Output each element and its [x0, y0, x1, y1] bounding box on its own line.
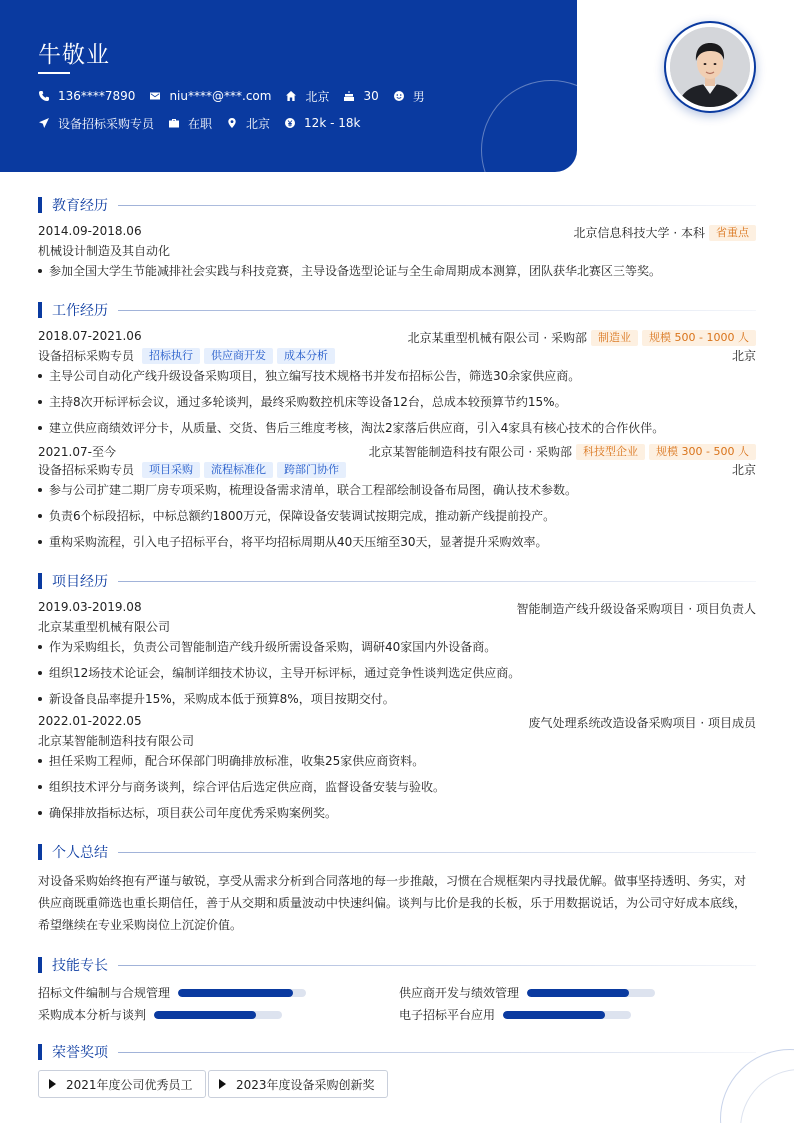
skill-tag: 招标执行	[142, 348, 200, 364]
section-rule	[118, 581, 756, 582]
bullet-text: 建立供应商绩效评分卡，从质量、交货、售后三维度考核，淘汰2家落后供应商，引入4家具有核心技术的合作伙伴。	[49, 421, 665, 435]
skill-item	[38, 1006, 282, 1023]
award-badge	[38, 1070, 206, 1098]
project-company: 北京某智能制造科技有限公司	[38, 734, 195, 748]
work-company: 北京某重型机械有限公司 · 采购部	[407, 331, 588, 345]
work-company-row	[369, 443, 756, 460]
skill-bar-fill	[503, 1011, 605, 1019]
skill-name: 招标文件编制与合规管理	[38, 986, 171, 1000]
project-title: 废气处理系统改造设备采购项目 · 项目成员	[528, 716, 756, 730]
skill-item	[399, 984, 655, 1001]
skill-item	[399, 1006, 631, 1023]
project-company: 北京某重型机械有限公司	[38, 620, 171, 634]
bullet-text: 重构采购流程，引入电子招标平台，将平均招标周期从40天压缩至30天，显著提升采购效率。	[49, 535, 548, 549]
section-education	[38, 196, 756, 214]
home-icon	[285, 90, 297, 102]
name-underline	[38, 72, 70, 74]
section-title-text: 工作经历	[52, 303, 108, 319]
bullet-dot	[38, 697, 42, 701]
section-rule	[118, 852, 756, 853]
gender-text: 男	[412, 89, 425, 104]
bullet-dot	[38, 785, 42, 789]
work-bullet	[38, 533, 548, 550]
contact-row	[38, 88, 439, 104]
education-school: 北京信息科技大学 · 本科	[573, 226, 705, 240]
section-title-text: 教育经历	[52, 198, 108, 214]
bullet-dot	[38, 426, 42, 430]
section-rule	[118, 205, 756, 206]
portrait-image	[670, 27, 750, 107]
section-title-text: 技能专长	[52, 958, 108, 974]
bullet-text: 参与公司扩建二期厂房专项采购，梳理设备需求清单，联合工程部绘制设备布局图，确认技术参数。	[49, 483, 578, 497]
bullet-dot	[38, 671, 42, 675]
project-bullet	[38, 804, 337, 821]
company-tag: 规模 500 - 1000 人	[642, 330, 756, 346]
award-badge	[208, 1070, 388, 1098]
face-icon	[393, 90, 405, 102]
school-tag: 省重点	[709, 225, 756, 241]
project-bullet	[38, 638, 496, 655]
email-text: niu****@***.com	[169, 89, 272, 103]
section-marker	[38, 302, 42, 318]
phone-icon	[38, 90, 50, 102]
section-marker	[38, 844, 42, 860]
section-title-text: 项目经历	[52, 574, 108, 590]
job-target-item	[38, 115, 154, 131]
candidate-name: 牛敬业	[38, 42, 110, 68]
skill-tag: 流程标准化	[204, 462, 273, 478]
project-bullet	[38, 664, 520, 681]
bullet-dot	[38, 645, 42, 649]
bullet-dot	[38, 514, 42, 518]
section-skills	[38, 956, 756, 974]
company-tag: 规模 300 - 500 人	[649, 444, 756, 460]
skill-name: 供应商开发与绩效管理	[399, 986, 520, 1000]
project-date: 2022.01-2022.05	[38, 714, 142, 728]
skill-item	[38, 984, 306, 1001]
bullet-dot	[38, 374, 42, 378]
education-bullet	[38, 262, 661, 279]
location-text: 北京	[305, 89, 330, 104]
bullet-text: 组织技术评分与商务谈判，综合评估后选定供应商，监督设备安装与验收。	[49, 780, 446, 794]
company-tag: 科技型企业	[576, 444, 645, 460]
bullet-text: 负责6个标段招标，中标总额约1800万元，保障设备安装调试按期完成，推动新产线提前投产。	[49, 509, 556, 523]
cake-icon	[343, 90, 355, 102]
work-date: 2018.07-2021.06	[38, 329, 142, 343]
bullet-dot	[38, 759, 42, 763]
education-school-row	[574, 224, 756, 241]
send-icon	[38, 117, 50, 129]
work-company-row	[408, 329, 756, 346]
bullet-dot	[38, 488, 42, 492]
skill-tag: 跨部门协作	[277, 462, 346, 478]
coin-icon	[284, 117, 296, 129]
bullet-text: 担任采购工程师，配合环保部门明确排放标准，收集25家供应商资料。	[49, 754, 425, 768]
skill-bar-fill	[178, 989, 293, 997]
bullet-text: 组织12场技术论证会，编制详细技术协议，主导开标评标，通过竞争性谈判选定供应商。	[49, 666, 521, 680]
status-text: 在职	[188, 116, 213, 131]
education-major: 机械设计制造及其自动化	[38, 244, 171, 258]
header-banner	[0, 0, 577, 172]
project-title: 智能制造产线升级设备采购项目 · 项目负责人	[516, 602, 756, 616]
project-date: 2019.03-2019.08	[38, 600, 142, 614]
mail-icon	[149, 90, 161, 102]
project-bullet	[38, 778, 445, 795]
skill-name: 采购成本分析与谈判	[38, 1008, 147, 1022]
work-position: 设备招标采购专员	[38, 463, 135, 477]
summary-text: 对设备采购始终抱有严谨与敏锐，享受从需求分析到合同落地的每一步推敲，习惯在合规框架内寻找最优解。做事坚持透明、务实，对供应商既重筛选也重长期信任，善于从交期和质量波动中快速纠偏。谈判与比价是我的长板，乐于用数据说话，为公司守好成本底线，希望继续在专业采购岗位上沉淀价值。	[38, 874, 747, 932]
skill-bar	[503, 1011, 631, 1019]
section-awards	[38, 1043, 756, 1061]
section-marker	[38, 1044, 42, 1060]
project-bullet	[38, 752, 424, 769]
section-work	[38, 301, 756, 319]
work-company: 北京某智能制造科技有限公司 · 采购部	[368, 445, 573, 459]
briefcase-icon	[168, 117, 180, 129]
bullet-dot	[38, 400, 42, 404]
section-title-text: 荣誉奖项	[52, 1045, 108, 1061]
email-item	[149, 88, 271, 104]
bullet-text: 主导公司自动化产线升级设备采购项目，独立编写技术规格书并发布招标公告，筛选30余家供应商。	[49, 369, 581, 383]
skill-tag: 项目采购	[142, 462, 200, 478]
gender-item	[393, 88, 425, 104]
bullet-dot	[38, 269, 42, 273]
award-text: 2023年度设备采购创新奖	[236, 1077, 375, 1092]
location-item	[285, 88, 329, 104]
salary-item	[284, 115, 360, 131]
bullet-text: 主持8次开标评标会议，通过多轮谈判，最终采购数控机床等设备12台，总成本较预算节约15%。	[49, 395, 567, 409]
project-bullet	[38, 690, 395, 707]
avatar-frame	[664, 21, 756, 113]
work-bullet	[38, 393, 567, 410]
age-item	[343, 88, 378, 104]
section-title-text: 个人总结	[52, 845, 108, 861]
pin-icon	[226, 117, 238, 129]
bullet-dot	[38, 540, 42, 544]
bullet-dot	[38, 811, 42, 815]
bullet-text: 参加全国大学生节能减排社会实践与科技竞赛，主导设备选型论证与全生命周期成本测算，团队获华北赛区三等奖。	[49, 264, 662, 278]
work-bullet	[38, 367, 580, 384]
salary-text: 12k - 18k	[304, 116, 361, 130]
skill-bar	[527, 989, 655, 997]
work-bullet	[38, 419, 664, 436]
education-date: 2014.09-2018.06	[38, 224, 142, 238]
company-tag: 制造业	[591, 330, 638, 346]
play-icon	[49, 1079, 56, 1089]
job-target-text: 设备招标采购专员	[58, 116, 155, 131]
section-marker	[38, 197, 42, 213]
work-position: 设备招标采购专员	[38, 349, 135, 363]
bullet-text: 新设备良品率提升15%，采购成本低于预算8%，项目按期交付。	[49, 692, 395, 706]
skill-bar-fill	[527, 989, 629, 997]
section-rule	[118, 310, 756, 311]
section-rule	[118, 1052, 756, 1053]
work-position-row	[38, 347, 335, 364]
skill-bar	[154, 1011, 282, 1019]
play-icon	[219, 1079, 226, 1089]
work-position-row	[38, 461, 346, 478]
target-city-text: 北京	[246, 116, 271, 131]
target-city-item	[226, 115, 270, 131]
phone-text: 136****7890	[58, 89, 136, 103]
section-summary	[38, 843, 756, 861]
work-bullet	[38, 481, 577, 498]
avatar	[670, 27, 750, 107]
work-city: 北京	[731, 463, 756, 477]
age-text: 30	[363, 89, 379, 103]
section-projects	[38, 572, 756, 590]
award-text: 2021年度公司优秀员工	[66, 1077, 193, 1092]
work-date: 2021.07-至今	[38, 445, 116, 459]
intention-row	[38, 115, 374, 131]
bullet-text: 作为采购组长，负责公司智能制造产线升级所需设备采购，调研40家国内外设备商。	[49, 640, 497, 654]
skill-name: 电子招标平台应用	[399, 1008, 496, 1022]
section-rule	[118, 965, 756, 966]
decorative-ring	[481, 80, 577, 172]
section-marker	[38, 573, 42, 589]
skill-bar-fill	[154, 1011, 256, 1019]
section-marker	[38, 957, 42, 973]
skill-bar	[178, 989, 306, 997]
bullet-text: 确保排放指标达标，项目获公司年度优秀采购案例奖。	[49, 806, 338, 820]
skill-tag: 成本分析	[277, 348, 335, 364]
work-bullet	[38, 507, 555, 524]
status-item	[168, 115, 212, 131]
phone-item	[38, 88, 135, 104]
work-city: 北京	[731, 349, 756, 363]
skill-tag: 供应商开发	[204, 348, 273, 364]
